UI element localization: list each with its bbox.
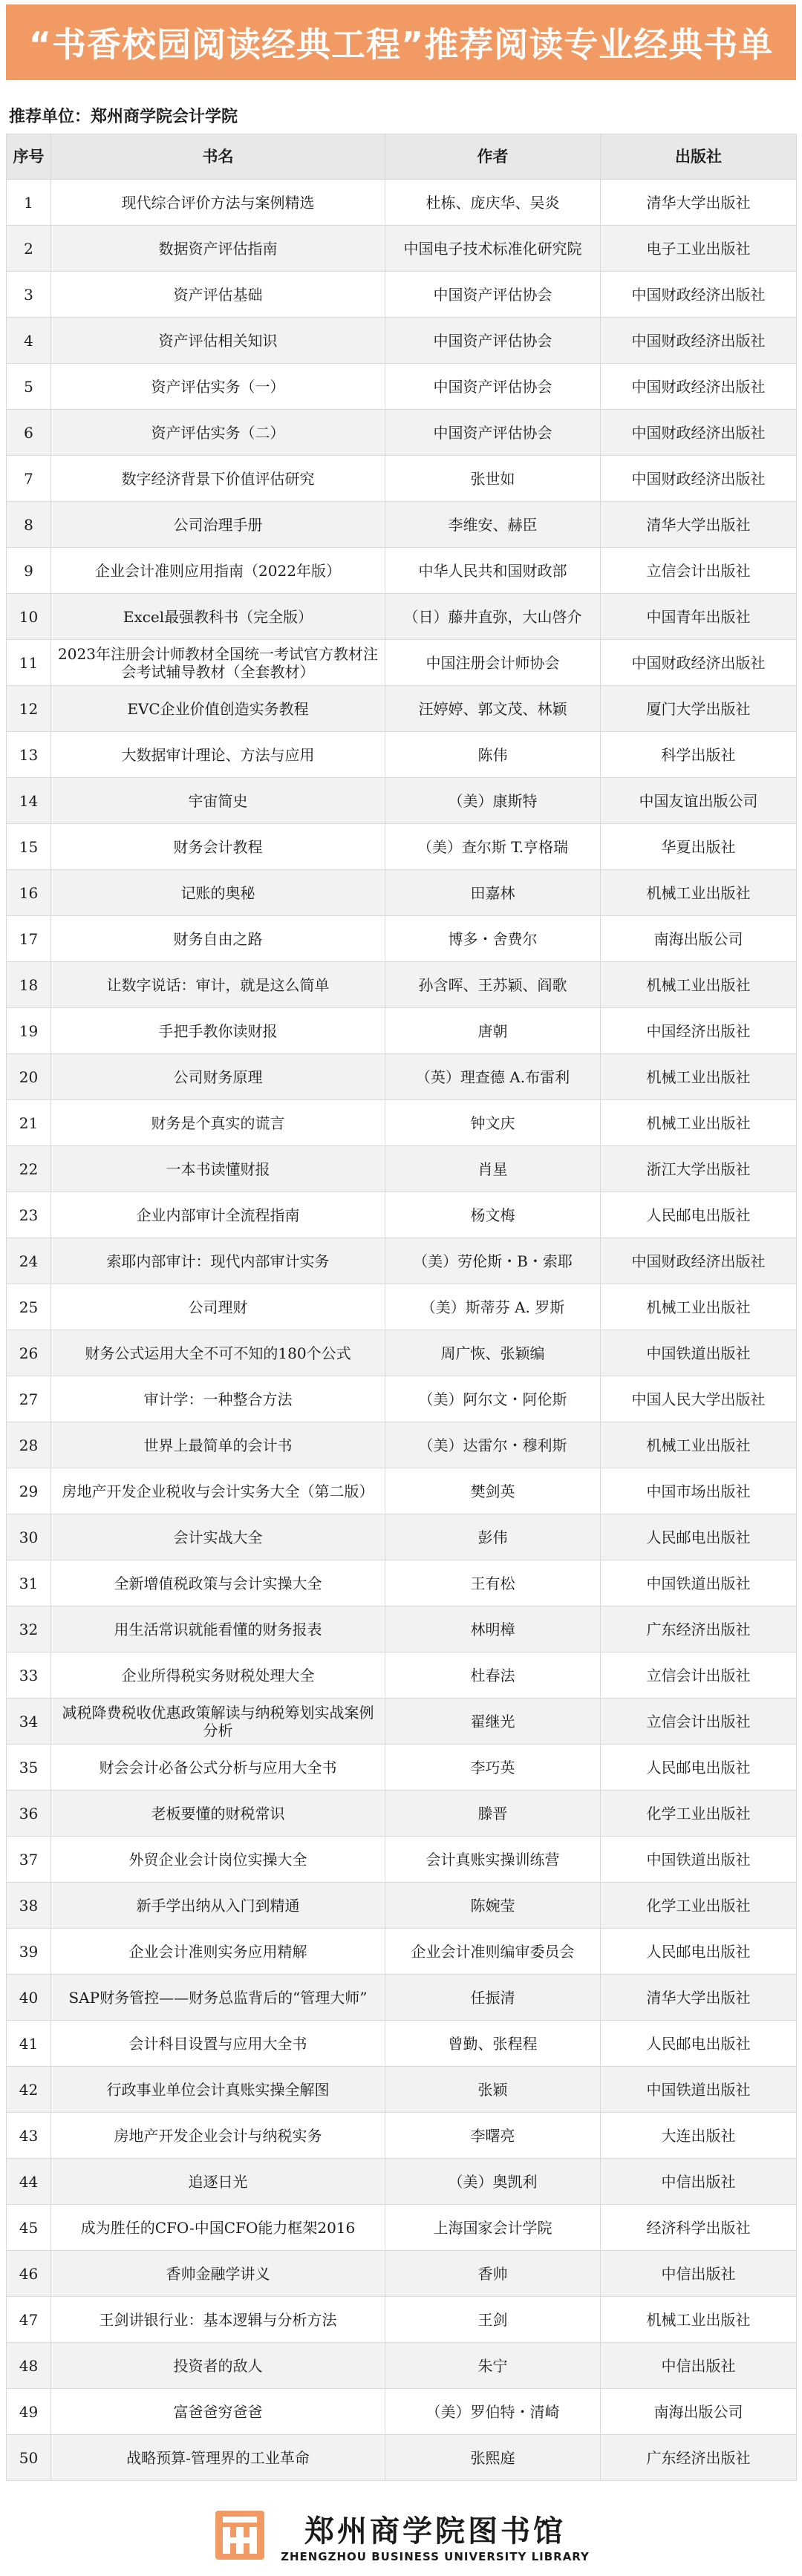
cell-author: （美）斯蒂芬 A. 罗斯	[385, 1284, 601, 1330]
cell-author: （美）达雷尔・穆利斯	[385, 1422, 601, 1468]
cell-author: （美）劳伦斯・B・索耶	[385, 1238, 601, 1284]
cell-no: 24	[7, 1238, 51, 1284]
cell-author: 唐朝	[385, 1008, 601, 1054]
cell-no: 47	[7, 2297, 51, 2343]
cell-title: 公司财务原理	[51, 1054, 385, 1100]
cell-publisher: 化学工业出版社	[601, 1883, 797, 1929]
cell-no: 39	[7, 1929, 51, 1975]
cell-publisher: 人民邮电出版社	[601, 1514, 797, 1560]
cell-author: 中国注册会计师协会	[385, 640, 601, 686]
cell-title: 企业会计准则应用指南（2022年版）	[51, 548, 385, 594]
cell-no: 27	[7, 1376, 51, 1422]
table-row	[7, 1837, 797, 1883]
table-row	[7, 2435, 797, 2481]
cell-title: 资产评估实务（一）	[51, 364, 385, 410]
cell-no: 36	[7, 1791, 51, 1837]
cell-no: 5	[7, 364, 51, 410]
cell-title: 公司治理手册	[51, 502, 385, 548]
header-author: 作者	[385, 134, 601, 180]
table-row	[7, 1192, 797, 1238]
cell-no: 15	[7, 824, 51, 870]
cell-author: 王有松	[385, 1560, 601, 1606]
table-row	[7, 1468, 797, 1514]
cell-author: 李维安、赫臣	[385, 502, 601, 548]
cell-publisher: 机械工业出版社	[601, 1054, 797, 1100]
cell-title: 财务是个真实的谎言	[51, 1100, 385, 1146]
cell-author: 陈伟	[385, 732, 601, 778]
cell-title: 用生活常识就能看懂的财务报表	[51, 1606, 385, 1653]
cell-publisher: 中国财政经济出版社	[601, 318, 797, 364]
table-row	[7, 456, 797, 502]
cell-publisher: 机械工业出版社	[601, 1284, 797, 1330]
table-row	[7, 1146, 797, 1192]
cell-no: 32	[7, 1606, 51, 1653]
table-row	[7, 410, 797, 456]
cell-author: 杜栋、庞庆华、吴炎	[385, 180, 601, 226]
cell-publisher: 化学工业出版社	[601, 1791, 797, 1837]
cell-title: 房地产开发企业税收与会计实务大全（第二版）	[51, 1468, 385, 1514]
cell-no: 42	[7, 2067, 51, 2113]
cell-publisher: 中国铁道出版社	[601, 1837, 797, 1883]
cell-author: 中国资产评估协会	[385, 364, 601, 410]
table-row	[7, 1883, 797, 1929]
cell-title: 企业会计准则实务应用精解	[51, 1929, 385, 1975]
cell-title: 富爸爸穷爸爸	[51, 2389, 385, 2435]
cell-publisher: 中国人民大学出版社	[601, 1376, 797, 1422]
table-row	[7, 272, 797, 318]
header-title: 书名	[51, 134, 385, 180]
cell-title: 战略预算-管理界的工业革命	[51, 2435, 385, 2481]
cell-no: 14	[7, 778, 51, 824]
table-row	[7, 594, 797, 640]
cell-no: 29	[7, 1468, 51, 1514]
cell-no: 30	[7, 1514, 51, 1560]
cell-publisher: 中国经济出版社	[601, 1008, 797, 1054]
cell-author: 上海国家会计学院	[385, 2205, 601, 2251]
cell-author: 周广恢、张颖编	[385, 1330, 601, 1376]
cell-author: 博多・舍费尔	[385, 916, 601, 962]
table-row	[7, 1100, 797, 1146]
cell-no: 16	[7, 870, 51, 916]
page-title: “书香校园阅读经典工程”推荐阅读专业经典书单	[28, 24, 774, 65]
cell-title: 会计科目设置与应用大全书	[51, 2021, 385, 2067]
cell-title: 成为胜任的CFO-中国CFO能力框架2016	[51, 2205, 385, 2251]
recommender-label: 推荐单位：郑州商学院会计学院	[9, 108, 238, 126]
cell-author: （日）藤井直弥，大山啓介	[385, 594, 601, 640]
cell-title: 香帅金融学讲义	[51, 2251, 385, 2297]
cell-author: （美）奥凯利	[385, 2159, 601, 2205]
cell-publisher: 科学出版社	[601, 732, 797, 778]
table-row	[7, 2021, 797, 2067]
cell-author: 孙含晖、王苏颖、阎歌	[385, 962, 601, 1008]
cell-no: 9	[7, 548, 51, 594]
cell-no: 4	[7, 318, 51, 364]
table-row	[7, 824, 797, 870]
cell-title: 行政事业单位会计真账实操全解图	[51, 2067, 385, 2113]
table-row	[7, 2297, 797, 2343]
cell-publisher: 人民邮电出版社	[601, 1192, 797, 1238]
cell-author: 任振清	[385, 1975, 601, 2021]
cell-author: （美）阿尔文・阿伦斯	[385, 1376, 601, 1422]
cell-publisher: 清华大学出版社	[601, 180, 797, 226]
cell-no: 38	[7, 1883, 51, 1929]
cell-title: 追逐日光	[51, 2159, 385, 2205]
cell-no: 35	[7, 1745, 51, 1791]
cell-author: （美）查尔斯 T.亨格瑞	[385, 824, 601, 870]
cell-author: 汪婷婷、郭文茂、林颖	[385, 686, 601, 732]
table-row	[7, 778, 797, 824]
cell-title: 财务会计教程	[51, 824, 385, 870]
table-body	[7, 180, 797, 2481]
cell-author: 中国电子技术标准化研究院	[385, 226, 601, 272]
table-row	[7, 1699, 797, 1745]
library-text	[281, 2508, 590, 2563]
table-row	[7, 1791, 797, 1837]
cell-publisher: 中信出版社	[601, 2159, 797, 2205]
table-row	[7, 1745, 797, 1791]
table-row	[7, 1560, 797, 1606]
cell-publisher: 人民邮电出版社	[601, 1929, 797, 1975]
cell-title: 新手学出纳从入门到精通	[51, 1883, 385, 1929]
cell-publisher: 中国青年出版社	[601, 594, 797, 640]
cell-publisher: 人民邮电出版社	[601, 1745, 797, 1791]
cell-title: 公司理财	[51, 1284, 385, 1330]
cell-author: 会计真账实操训练营	[385, 1837, 601, 1883]
table-row	[7, 1514, 797, 1560]
cell-author: 田嘉林	[385, 870, 601, 916]
cell-no: 28	[7, 1422, 51, 1468]
cell-author: 张世如	[385, 456, 601, 502]
table-row	[7, 640, 797, 686]
cell-publisher: 机械工业出版社	[601, 1422, 797, 1468]
cell-title: 2023年注册会计师教材全国统一考试官方教材注会考试辅导教材（全套教材）	[51, 640, 385, 686]
cell-author: 中华人民共和国财政部	[385, 548, 601, 594]
cell-no: 50	[7, 2435, 51, 2481]
cell-no: 45	[7, 2205, 51, 2251]
table-row	[7, 870, 797, 916]
cell-title: 一本书读懂财报	[51, 1146, 385, 1192]
cell-title: 数字经济背景下价值评估研究	[51, 456, 385, 502]
cell-author: 钟文庆	[385, 1100, 601, 1146]
cell-author: 李曙亮	[385, 2113, 601, 2159]
cell-publisher: 中国财政经济出版社	[601, 640, 797, 686]
cell-author: 樊剑英	[385, 1468, 601, 1514]
table-row	[7, 1606, 797, 1653]
table-row	[7, 548, 797, 594]
cell-no: 22	[7, 1146, 51, 1192]
table-row	[7, 502, 797, 548]
table-row	[7, 318, 797, 364]
book-list-table	[6, 134, 797, 2481]
cell-title: 外贸企业会计岗位实操大全	[51, 1837, 385, 1883]
cell-author: 李巧英	[385, 1745, 601, 1791]
cell-author: 肖星	[385, 1146, 601, 1192]
cell-title: 数据资产评估指南	[51, 226, 385, 272]
cell-title: 让数字说话：审计，就是这么简单	[51, 962, 385, 1008]
cell-title: Excel最强教科书（完全版）	[51, 594, 385, 640]
table-row	[7, 1008, 797, 1054]
table-row	[7, 1929, 797, 1975]
cell-publisher: 南海出版公司	[601, 916, 797, 962]
cell-no: 8	[7, 502, 51, 548]
header-no: 序号	[7, 134, 51, 180]
table-row	[7, 732, 797, 778]
cell-no: 43	[7, 2113, 51, 2159]
cell-author: 香帅	[385, 2251, 601, 2297]
cell-publisher: 华夏出版社	[601, 824, 797, 870]
cell-title: 索耶内部审计：现代内部审计实务	[51, 1238, 385, 1284]
cell-no: 2	[7, 226, 51, 272]
cell-publisher: 中信出版社	[601, 2251, 797, 2297]
cell-publisher: 清华大学出版社	[601, 1975, 797, 2021]
cell-author: 滕晋	[385, 1791, 601, 1837]
cell-title: 大数据审计理论、方法与应用	[51, 732, 385, 778]
table-row	[7, 916, 797, 962]
cell-author: 翟继光	[385, 1699, 601, 1745]
table-row	[7, 1330, 797, 1376]
cell-no: 46	[7, 2251, 51, 2297]
cell-no: 3	[7, 272, 51, 318]
cell-title: 资产评估相关知识	[51, 318, 385, 364]
cell-author: 中国资产评估协会	[385, 318, 601, 364]
cell-no: 31	[7, 1560, 51, 1606]
table-row	[7, 1653, 797, 1699]
cell-no: 7	[7, 456, 51, 502]
cell-publisher: 大连出版社	[601, 2113, 797, 2159]
table-row	[7, 2343, 797, 2389]
cell-title: SAP财务管控——财务总监背后的“管理大师”	[51, 1975, 385, 2021]
cell-no: 26	[7, 1330, 51, 1376]
cell-publisher: 人民邮电出版社	[601, 2021, 797, 2067]
cell-no: 1	[7, 180, 51, 226]
cell-publisher: 中国财政经济出版社	[601, 410, 797, 456]
cell-title: 手把手教你读财报	[51, 1008, 385, 1054]
cell-title: EVC企业价值创造实务教程	[51, 686, 385, 732]
cell-title: 老板要懂的财税常识	[51, 1791, 385, 1837]
table-row	[7, 1238, 797, 1284]
table-row	[7, 2389, 797, 2435]
cell-publisher: 机械工业出版社	[601, 1100, 797, 1146]
table-row	[7, 1284, 797, 1330]
table-row	[7, 962, 797, 1008]
cell-no: 49	[7, 2389, 51, 2435]
cell-publisher: 立信会计出版社	[601, 1699, 797, 1745]
table-row	[7, 1376, 797, 1422]
table-row	[7, 226, 797, 272]
table-row	[7, 1975, 797, 2021]
cell-no: 33	[7, 1653, 51, 1699]
table-row	[7, 2067, 797, 2113]
cell-publisher: 经济科学出版社	[601, 2205, 797, 2251]
cell-title: 全新增值税政策与会计实操大全	[51, 1560, 385, 1606]
cell-no: 11	[7, 640, 51, 686]
cell-author: 陈婉莹	[385, 1883, 601, 1929]
cell-no: 20	[7, 1054, 51, 1100]
cell-title: 记账的奥秘	[51, 870, 385, 916]
cell-title: 房地产开发企业会计与纳税实务	[51, 2113, 385, 2159]
cell-title: 减税降费税收优惠政策解读与纳税筹划实战案例分析	[51, 1699, 385, 1745]
cell-author: 朱宁	[385, 2343, 601, 2389]
cell-title: 投资者的敌人	[51, 2343, 385, 2389]
cell-author: （美）罗伯特・清崎	[385, 2389, 601, 2435]
library-name-en: ZHENGZHOU BUSINESS UNIVERSITY LIBRARY	[281, 2549, 590, 2563]
table-row	[7, 364, 797, 410]
cell-title: 资产评估基础	[51, 272, 385, 318]
cell-no: 13	[7, 732, 51, 778]
table-row	[7, 1054, 797, 1100]
cell-no: 23	[7, 1192, 51, 1238]
table-row	[7, 686, 797, 732]
cell-author: 杜春法	[385, 1653, 601, 1699]
cell-author: 中国资产评估协会	[385, 272, 601, 318]
library-footer	[0, 2494, 802, 2576]
cell-title: 企业内部审计全流程指南	[51, 1192, 385, 1238]
cell-publisher: 中国市场出版社	[601, 1468, 797, 1514]
cell-title: 财会会计必备公式分析与应用大全书	[51, 1745, 385, 1791]
cell-publisher: 机械工业出版社	[601, 870, 797, 916]
cell-no: 37	[7, 1837, 51, 1883]
cell-publisher: 中国铁道出版社	[601, 2067, 797, 2113]
cell-title: 会计实战大全	[51, 1514, 385, 1560]
cell-publisher: 立信会计出版社	[601, 548, 797, 594]
cell-publisher: 电子工业出版社	[601, 226, 797, 272]
cell-publisher: 中国财政经济出版社	[601, 1238, 797, 1284]
cell-publisher: 机械工业出版社	[601, 2297, 797, 2343]
cell-no: 18	[7, 962, 51, 1008]
title-banner	[6, 4, 796, 80]
cell-author: 张颖	[385, 2067, 601, 2113]
table-row	[7, 1422, 797, 1468]
library-logo-icon	[212, 2508, 267, 2563]
cell-author: 林明樟	[385, 1606, 601, 1653]
cell-author: 中国资产评估协会	[385, 410, 601, 456]
cell-publisher: 中国财政经济出版社	[601, 272, 797, 318]
table-row	[7, 2113, 797, 2159]
cell-publisher: 中国财政经济出版社	[601, 364, 797, 410]
cell-no: 6	[7, 410, 51, 456]
cell-title: 世界上最简单的会计书	[51, 1422, 385, 1468]
cell-no: 10	[7, 594, 51, 640]
cell-publisher: 广东经济出版社	[601, 1606, 797, 1653]
table-row	[7, 2159, 797, 2205]
cell-no: 25	[7, 1284, 51, 1330]
cell-title: 财务公式运用大全不可不知的180个公式	[51, 1330, 385, 1376]
cell-author: 彭伟	[385, 1514, 601, 1560]
header-publisher: 出版社	[601, 134, 797, 180]
cell-author: 杨文梅	[385, 1192, 601, 1238]
cell-author: 曾勤、张程程	[385, 2021, 601, 2067]
cell-author: 王剑	[385, 2297, 601, 2343]
cell-title: 审计学：一种整合方法	[51, 1376, 385, 1422]
cell-title: 宇宙简史	[51, 778, 385, 824]
cell-no: 44	[7, 2159, 51, 2205]
cell-no: 40	[7, 1975, 51, 2021]
cell-publisher: 厦门大学出版社	[601, 686, 797, 732]
table-row	[7, 180, 797, 226]
cell-title: 资产评估实务（二）	[51, 410, 385, 456]
cell-no: 21	[7, 1100, 51, 1146]
cell-no: 12	[7, 686, 51, 732]
cell-publisher: 中国铁道出版社	[601, 1560, 797, 1606]
cell-publisher: 中国铁道出版社	[601, 1330, 797, 1376]
cell-author: （英）理查德 A.布雷利	[385, 1054, 601, 1100]
cell-no: 17	[7, 916, 51, 962]
table-header-row	[7, 134, 797, 180]
table-row	[7, 2205, 797, 2251]
cell-no: 48	[7, 2343, 51, 2389]
library-name: 郑州商学院图书馆	[304, 2513, 566, 2549]
cell-title: 财务自由之路	[51, 916, 385, 962]
cell-title: 王剑讲银行业：基本逻辑与分析方法	[51, 2297, 385, 2343]
cell-title: 企业所得税实务财税处理大全	[51, 1653, 385, 1699]
cell-publisher: 立信会计出版社	[601, 1653, 797, 1699]
cell-publisher: 南海出版公司	[601, 2389, 797, 2435]
cell-author: 张熙庭	[385, 2435, 601, 2481]
table-row	[7, 2251, 797, 2297]
cell-publisher: 清华大学出版社	[601, 502, 797, 548]
cell-publisher: 中国财政经济出版社	[601, 456, 797, 502]
cell-publisher: 广东经济出版社	[601, 2435, 797, 2481]
cell-author: （美）康斯特	[385, 778, 601, 824]
cell-no: 34	[7, 1699, 51, 1745]
cell-publisher: 中信出版社	[601, 2343, 797, 2389]
cell-no: 41	[7, 2021, 51, 2067]
cell-publisher: 浙江大学出版社	[601, 1146, 797, 1192]
cell-author: 企业会计准则编审委员会	[385, 1929, 601, 1975]
cell-no: 19	[7, 1008, 51, 1054]
cell-title: 现代综合评价方法与案例精选	[51, 180, 385, 226]
cell-publisher: 中国友谊出版公司	[601, 778, 797, 824]
cell-publisher: 机械工业出版社	[601, 962, 797, 1008]
